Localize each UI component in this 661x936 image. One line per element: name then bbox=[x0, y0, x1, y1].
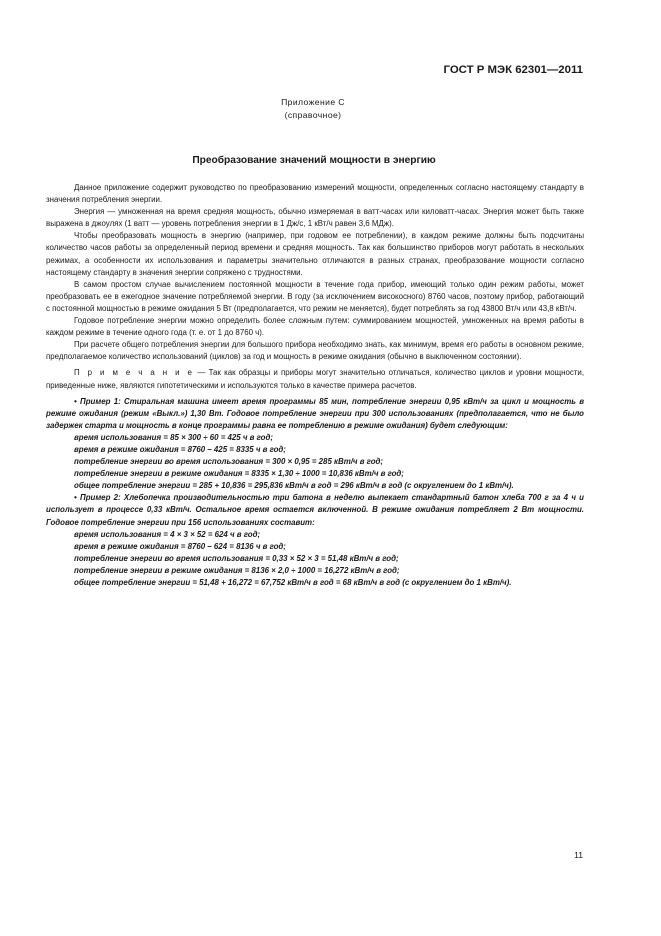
note-label: П р и м е ч а н и е bbox=[74, 368, 195, 378]
body-text bbox=[46, 182, 584, 589]
calc-line: потребление энергии в режиме ожидания = 8335 × 1,30 ÷ 1000 = 10,836 кВт/ч в год; bbox=[74, 469, 404, 479]
page-number: 11 bbox=[574, 850, 583, 860]
calc-line: время использования = 4 × 3 × 52 = 624 ч в год; bbox=[74, 529, 261, 539]
paragraph: Годовое потребление энергии можно определить более сложным путем: суммированием мощностей, умноженных на время работы в каждом режиме в течение одного года (т. е. от 1 до 8760 ч). bbox=[46, 316, 584, 338]
example-intro: • Пример 2: Хлебопечка производительностью три батона в неделю выпекает стандартный батон хлеба 700 г за 4 ч и использует в процессе 0,33 кВт/ч. Остальное время остается включенной. В режиме ожидания потребляет 2 Вт мощности. Годовое потребление энергии при 156 использованиях составит: bbox=[46, 493, 584, 527]
calc-line: потребление энергии во время использования = 0,33 × 52 × 3 = 51,48 кВт/ч в год; bbox=[74, 553, 399, 563]
annex-heading bbox=[0, 96, 626, 122]
calc-line: время в режиме ожидания = 8760 – 425 = 8335 ч в год; bbox=[74, 444, 286, 454]
note-text: — Так как образцы и приборы могут значительно отличаться, количество циклов и уровни мощности, приведенные ниже, являются гипотетическими и используются только в качестве примера расчетов. bbox=[46, 368, 585, 390]
calc-total: общее потребление энергии = 51,48 + 16,272 = 67,752 кВт/ч в год = 68 кВт/ч в год (с округлением до 1 кВт/ч). bbox=[74, 578, 512, 587]
section-title: Преобразование значений мощности в энергию bbox=[192, 155, 436, 166]
example-1 bbox=[46, 396, 584, 493]
calc-line: время использования = 85 × 300 ÷ 60 = 425 ч в год; bbox=[74, 432, 273, 442]
example-intro: • Пример 1: Стиральная машина имеет время программы 85 мин, потребление энергии 0,95 кВт/ч за цикл и мощность в режиме ожидания (режим «Выкл.») 1,30 Вт. Годовое потребление энергии при 300 использованиях (предполагается, что не было задержек старта и мощность в конце программы равна ее потреблению в режиме ожидания) будет следующим: bbox=[46, 396, 584, 430]
annex-title: Приложение С bbox=[281, 97, 345, 107]
calc-line: потребление энергии во время использования = 300 × 0,95 = 285 кВт/ч в год; bbox=[74, 457, 384, 467]
annex-subtitle: (справочное) bbox=[284, 110, 342, 120]
standard-designation: ГОСТ Р МЭК 62301—2011 bbox=[443, 64, 583, 76]
paragraph: Чтобы преобразовать мощность в энергию (например, при годовом ее потреблении), в каждом режиме должны быть подсчитаны количество часов работы за определенный период времени и средняя мощность. Так как большинство приборов могут работать в нескольких режимах, а особенности их использования и параметры значительно отличаются в разных странах, преобразование мощности согласно настоящему стандарту в значения энергии сопряжено с трудностями. bbox=[46, 231, 584, 277]
paragraph: В самом простом случае вычислением постоянной мощности в течение года прибор, имеющий только один режим работы, может преобразовать ее в ежегодное значение потребляемой энергии. В году (за исключением високосного) 8760 часов, поэтому прибор, работающий с постоянной мощностью в режиме ожидания 5 Вт (предполагается, что режим не меняется), будет потреблять за год 43800 Вт/ч или 43,8 кВт/ч. bbox=[46, 279, 584, 313]
calc-total: общее потребление энергии = 285 + 10,836 = 295,836 кВт/ч в год = 296 кВт/ч в год (с округлением до 1 кВт/ч). bbox=[74, 481, 514, 491]
calc-line: потребление энергии в режиме ожидания = 8136 × 2,0 ÷ 1000 = 16,272 кВт/ч в год; bbox=[74, 565, 400, 575]
paragraph: Данное приложение содержит руководство по преобразованию измерений мощности, определенных согласно настоящему стандарту в значения потребления энергии. bbox=[46, 183, 584, 205]
paragraph: При расчете общего потребления энергии для большого прибора необходимо знать, как минимум, время его работы в основном режиме, предполагаемое количество использований (циклов) за год и мощность в режиме ожидания (обычно в выключенном состоянии). bbox=[46, 340, 584, 362]
example-2 bbox=[46, 492, 584, 589]
calc-line: время в режиме ожидания = 8760 – 624 = 8136 ч в год; bbox=[74, 541, 286, 551]
note bbox=[46, 367, 584, 391]
paragraph: Энергия — умноженная на время средняя мощность, обычно измеряемая в ватт-часах или киловатт-часах. Энергия может быть также выражена в джоулях (1 ватт — уровень потребления энергии в 1 Дж/с, 1 кВт/ч равен 3,6 МДж). bbox=[46, 207, 584, 229]
